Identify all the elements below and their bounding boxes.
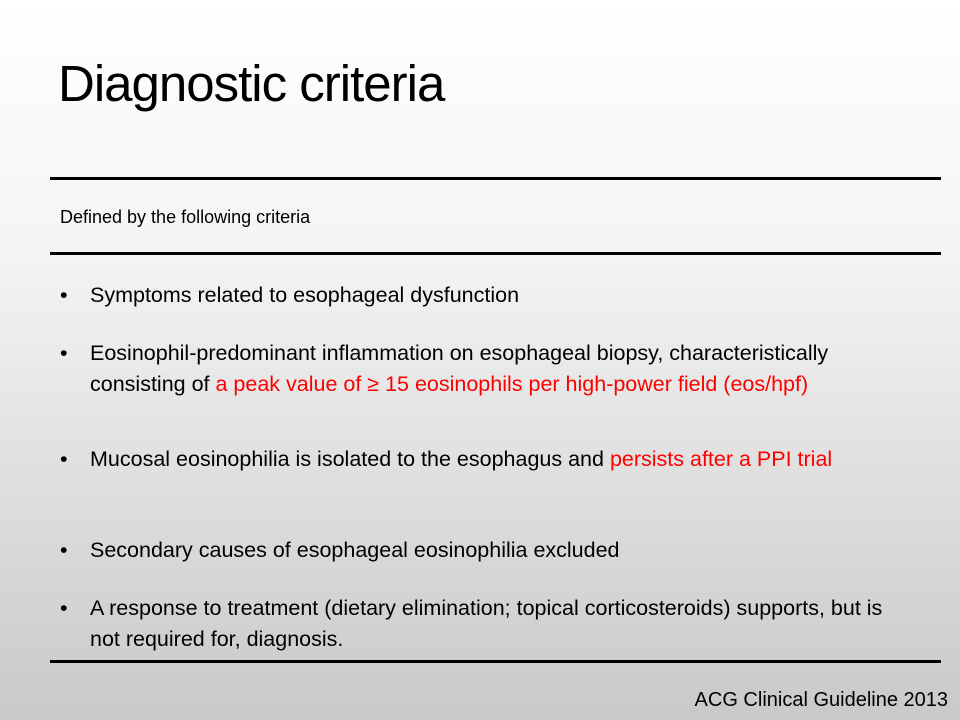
bullet-text: Mucosal eosinophilia is isolated to the esophagus and xyxy=(90,447,610,471)
bullet-marker: • xyxy=(60,447,68,471)
top-divider xyxy=(50,177,941,180)
list-item-text xyxy=(90,593,900,655)
list-item-text xyxy=(90,280,900,311)
slide-title: Diagnostic criteria xyxy=(58,55,445,112)
list-item-text xyxy=(90,535,900,566)
list-item-biopsy xyxy=(60,338,900,400)
list-item-text xyxy=(90,444,900,475)
subtitle-divider xyxy=(50,252,941,255)
list-item-secondary-causes xyxy=(60,535,900,566)
citation-footer: ACG Clinical Guideline 2013 xyxy=(694,689,948,711)
list-item-text xyxy=(90,338,900,400)
list-item-treatment-response xyxy=(60,593,900,655)
bullet-marker: • xyxy=(60,538,68,562)
bottom-divider xyxy=(50,660,941,663)
bullet-highlight-text: persists after a PPI trial xyxy=(609,447,833,471)
subtitle: Defined by the following criteria xyxy=(60,207,311,227)
bullet-marker: • xyxy=(60,341,68,365)
bullet-highlight-text: a peak value of ≥ 15 eosinophils per high-power field (eos/hpf) xyxy=(215,372,809,396)
bullet-text: Eosinophil-predominant inflammation on esophageal biopsy, characteristically consisting of xyxy=(90,341,829,396)
list-item-mucosal xyxy=(60,444,900,475)
bullet-marker: • xyxy=(60,596,68,620)
bullet-text: A response to treatment (dietary elimination; topical corticosteroids) supports, but is not required for, diagnosis. xyxy=(90,596,883,651)
list-item-symptoms xyxy=(60,280,900,311)
bullet-marker: • xyxy=(60,283,68,307)
bullet-text: Secondary causes of esophageal eosinophilia excluded xyxy=(90,538,620,562)
bullet-text: Symptoms related to esophageal dysfunction xyxy=(90,283,520,307)
